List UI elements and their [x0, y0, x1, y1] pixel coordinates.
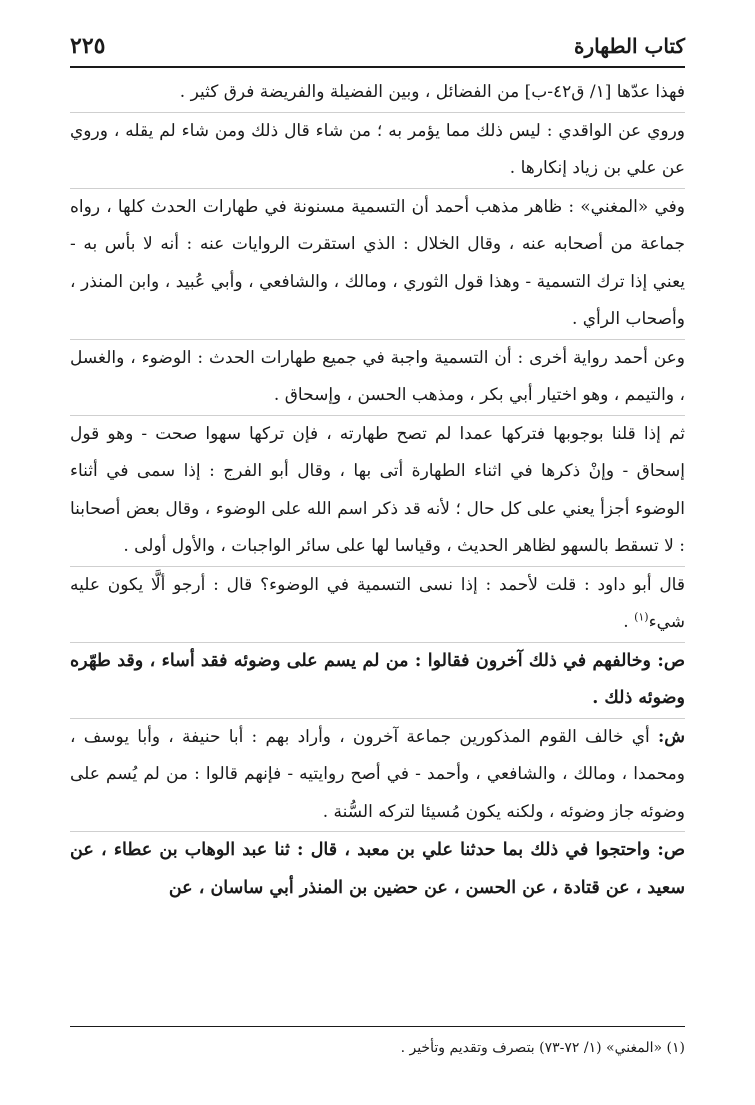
abu-dawud-paragraph: [70, 566, 685, 642]
main-text: [70, 74, 685, 907]
paragraph: ثم إذا قلنا بوجوبها فتركها عمدا لم تصح طهارته ، فإن تركها سهوا صحت - وهو قول إسحاق - وإنْ ذكرها في اثناء الطهارة أتى بها ، وقال أبو الفرج : إذا سمى في أثناء الوضوء أجزأ يعني على كل حال ؛ لأنه قد ذكر اسم الله على الوضوء ، وقال بعض أصحابنا : لا تسقط بالسهو لظاهر الحديث ، وقياسا لها على سائر الواجبات ، والأول أولى .: [70, 415, 685, 566]
matn-text: وخالفهم في ذلك آخرون فقالوا : من لم يسم على وضوئه فقد أساء ، وقد طهّره وضوئه ذلك .: [70, 650, 685, 708]
footnote: (١) «المغني» (١/ ٧٢-٧٣) بتصرف وتقديم وتأخير .: [400, 1040, 685, 1056]
paragraph: وفي «المغني» : ظاهر مذهب أحمد أن التسمية مسنونة في طهارات الحدث كلها ، رواه جماعة من أصحابه عنه ، وقال الخلال : الذي استقرت الروايات عنه : أنه لا بأس به - يعني إذا ترك التسمية - وهذا قول الثوري ، ومالك ، والشافعي ، وأبي عُبيد ، وابن المنذر ، وأصحاب الرأي .: [70, 188, 685, 339]
header-rule: [70, 66, 685, 68]
matn-text: واحتجوا في ذلك بما حدثنا علي بن معبد ، قال : ثنا عبد الوهاب بن عطاء ، عن سعيد ، عن قتادة ، عن الحسن ، عن حضين بن المنذر أبي ساسان ، عن: [70, 840, 685, 898]
sad-label: ص:: [657, 650, 685, 671]
abu-dawud-end: .: [623, 612, 635, 632]
sad-label: ص:: [657, 840, 685, 860]
chapter-title: كتاب الطهارة: [574, 34, 685, 58]
page-header: [70, 26, 685, 66]
matn-paragraph: [70, 642, 685, 718]
footnote-reference[interactable]: (١): [634, 610, 649, 624]
paragraph: وروي عن الواقدي : ليس ذلك مما يؤمر به ؛ من شاء قال ذلك ومن شاء لم يقله ، وروي عن علي بن زياد إنكارها .: [70, 112, 685, 188]
matn-paragraph: [70, 831, 685, 907]
abu-dawud-text: قال أبو داود : قلت لأحمد : إذا نسى التسمية في الوضوء؟ قال : أرجو ألَّا يكون عليه شيء: [70, 574, 685, 632]
footnote-separator: [70, 1026, 685, 1027]
paragraph: وعن أحمد رواية أخرى : أن التسمية واجبة في جميع طهارات الحدث : الوضوء ، والغسل ، والتيمم ، وهو اختيار أبي بكر ، ومذهب الحسن ، وإسحاق .: [70, 339, 685, 415]
paragraph: فهذا عدّها [١/ ق٤٢-ب] من الفضائل ، وبين الفضيلة والفريضة فرق كثير .: [179, 82, 685, 102]
document-page: [70, 26, 685, 1086]
page-number: ٢٢٥: [70, 33, 106, 59]
shin-label: ش:: [657, 726, 685, 747]
sharh-paragraph: [70, 718, 685, 832]
sharh-text: أي خالف القوم المذكورين جماعة آخرون ، وأراد بهم : أبا حنيفة ، وأبا يوسف ، ومحمدا ، ومالك ، والشافعي ، وأحمد - في أصح روايتيه - فإنهم قالوا : من لم يُسم على وضوئه جاز وضوئه ، ولكنه يكون مُسيئا لتركه السُّنة .: [70, 726, 685, 822]
